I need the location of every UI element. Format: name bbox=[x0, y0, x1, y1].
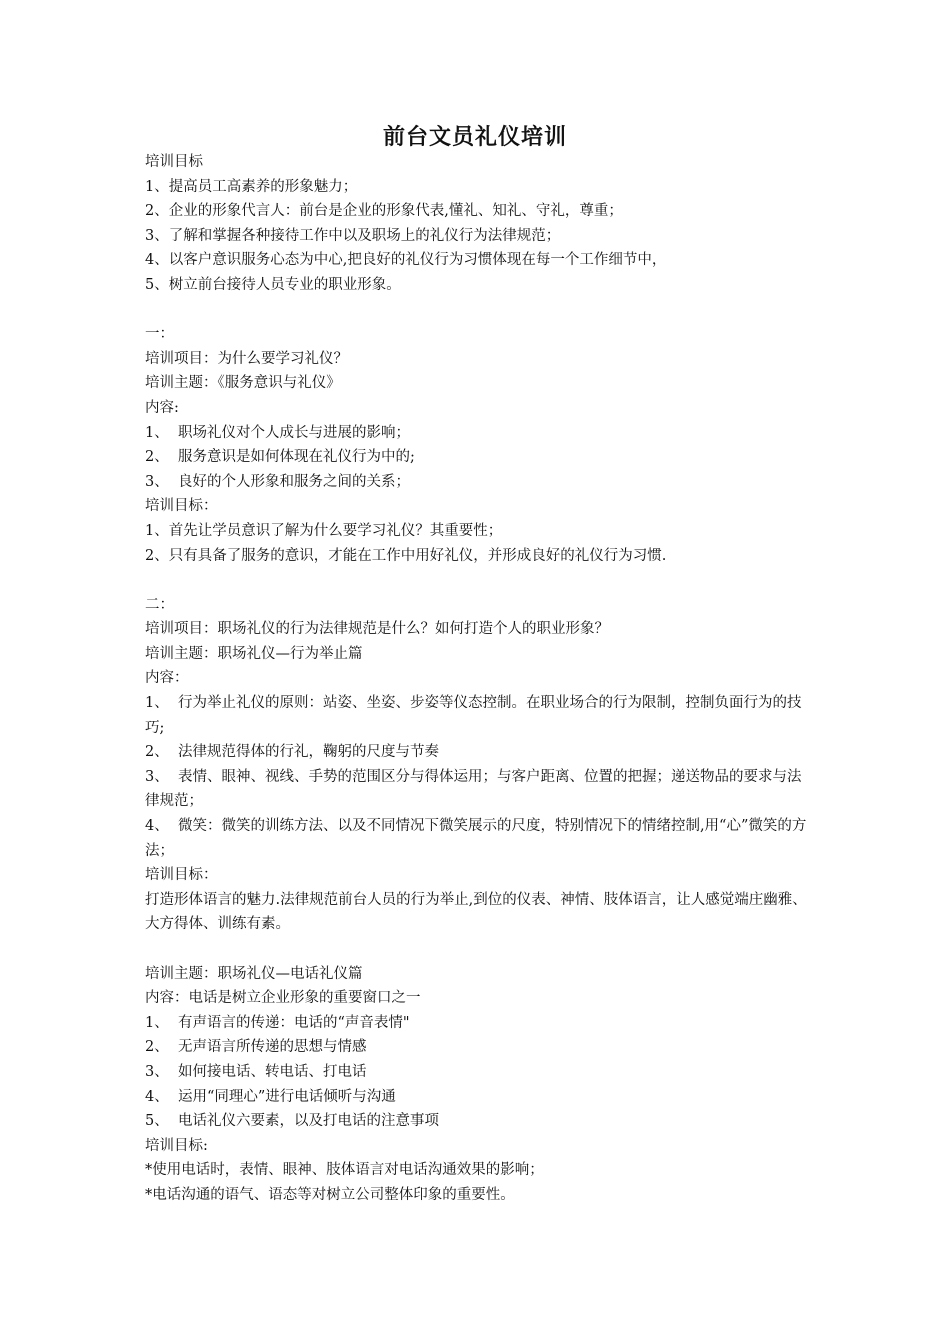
text-line: 培训目标 bbox=[145, 154, 203, 170]
blank-line bbox=[145, 568, 815, 593]
text-line: 1、 行为举止礼仪的原则：站姿、坐姿、步姿等仪态控制。在职业场合的行为限制，控制负面行为的技巧; bbox=[145, 695, 802, 736]
text-line: 1、提高员工高素养的形象魅力； bbox=[145, 178, 358, 195]
text-line: 2、企业的形象代言人：前台是企业的形象代表,懂礼、知礼、守礼，尊重； bbox=[145, 203, 623, 220]
text-line: 培训目标： bbox=[145, 498, 218, 515]
text-line: 打造形体语言的魅力.法律规范前台人员的行为举止,到位的仪表、神情、肢体语言，让人感觉端庄幽雅、大方得体、训练有素。 bbox=[145, 891, 807, 933]
document-title: 前台文员礼仪培训 bbox=[382, 124, 567, 150]
text-line: 3、 表情、眼神、视线、手势的范围区分与得体运用；与客户距离、位置的把握；递送物品的要求与法律规范； bbox=[145, 768, 802, 810]
text-line: 内容：电话是树立企业形象的重要窗口之一 bbox=[145, 990, 421, 1007]
text-line: 培训目标： bbox=[145, 867, 218, 884]
text-line: 培训项目：职场礼仪的行为法律规范是什么？如何打造个人的职业形象？ bbox=[145, 621, 609, 638]
text-line: 5、 电话礼仪六要素，以及打电话的注意事项 bbox=[145, 1113, 439, 1130]
text-line: 2、 法律规范得体的行礼，鞠躬的尺度与节奏 bbox=[145, 744, 439, 761]
text-line: 1、 职场礼仪对个人成长与进展的影响； bbox=[145, 424, 410, 441]
text-line: *使用电话时，表情、眼神、肢体语言对电话沟通效果的影响； bbox=[145, 1162, 544, 1179]
text-line: 2、只有具备了服务的意识，才能在工作中用好礼仪，并形成良好的礼仪行为习惯. bbox=[145, 547, 667, 564]
text-line: 培训主题：职场礼仪—电话礼仪篇 bbox=[145, 965, 363, 982]
blank-line bbox=[145, 937, 815, 962]
text-line: 培训主题：职场礼仪—行为举止篇 bbox=[145, 645, 363, 662]
text-line: 培训项目：为什么要学习礼仪？ bbox=[145, 350, 348, 367]
text-line: 2、 服务意识是如何体现在礼仪行为中的; bbox=[145, 449, 415, 466]
text-line: 2、 无声语言所传递的思想与情感 bbox=[145, 1039, 367, 1056]
text-line: *电话沟通的语气、语态等对树立公司整体印象的重要性。 bbox=[145, 1186, 515, 1203]
text-line: 1、 有声语言的传递：电话的“声音表情" bbox=[145, 1014, 410, 1031]
text-line: 3、 良好的个人形象和服务之间的关系； bbox=[145, 473, 410, 490]
text-line: 1、首先让学员意识了解为什么要学习礼仪？其重要性； bbox=[145, 522, 503, 539]
text-line: 一： bbox=[145, 326, 174, 343]
text-line: 内容： bbox=[145, 670, 189, 687]
text-line: 内容: bbox=[145, 399, 179, 416]
text-line: 培训目标: bbox=[145, 1137, 208, 1154]
text-line: 4、以客户意识服务心态为中心,把良好的礼仪行为习惯体现在每一个工作细节中， bbox=[145, 252, 667, 269]
blank-line bbox=[145, 298, 815, 323]
text-line: 5、树立前台接待人员专业的职业形象。 bbox=[145, 276, 401, 293]
text-line: 4、 微笑：微笑的训练方法、以及不同情况下微笑展示的尺度，特别情况下的情绪控制,用“心”微笑的方法； bbox=[145, 818, 807, 859]
document-body bbox=[145, 150, 815, 1208]
text-line: 二： bbox=[145, 596, 174, 613]
text-line: 3、 如何接电话、转电话、打电话 bbox=[145, 1063, 367, 1080]
text-line: 4、 运用“同理心”进行电话倾听与沟通 bbox=[145, 1088, 396, 1105]
text-line: 3、了解和掌握各种接待工作中以及职场上的礼仪行为法律规范； bbox=[145, 227, 561, 244]
text-line: 培训主题：《服务意识与礼仪》 bbox=[145, 375, 341, 392]
